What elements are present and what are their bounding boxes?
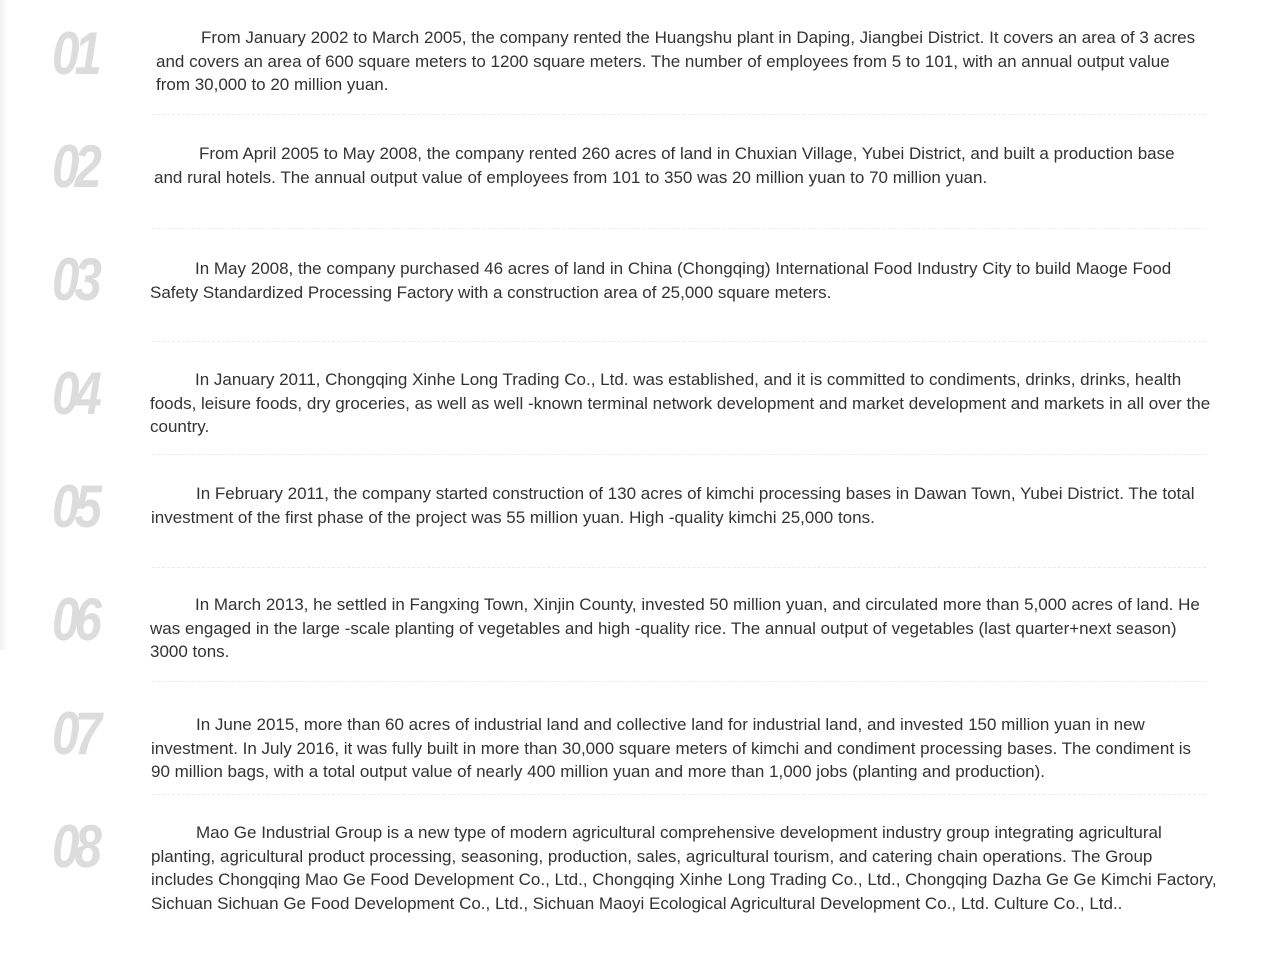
- dashed-divider: [152, 454, 1206, 455]
- milestone-text: Mao Ge Industrial Group is a new type of modern agricultural comprehensive development industry group integrating agricultural planting, agricultural product processing, seasoning, production, sales, agricultural tourism, and catering chain operations. The Group includes Chongqing Mao Ge Food Development Co., Ltd., Chongqing Xinhe Long Trading Co., Ltd., Chongqing Dazha Ge Ge Kimchi Factory, Sichuan Sichuan Ge Food Development Co., Ltd., Sichuan Maoyi Ecological Agricultural Development Co., Ltd. Culture Co., Ltd..: [151, 823, 1217, 913]
- dashed-divider: [152, 681, 1206, 682]
- left-edge-shade: [0, 0, 8, 650]
- milestone-text: From January 2002 to March 2005, the company rented the Huangshu plant in Daping, Jiangbei District. It covers an area of 3 acres and covers an area of 600 square meters to 1200 square meters. The number of employees from 5 to 101, with an annual output value from 30,000 to 20 million yuan.: [156, 28, 1196, 94]
- milestone-number: 07: [52, 700, 97, 767]
- milestone-number: 06: [52, 586, 97, 653]
- milestone-text: In March 2013, he settled in Fangxing Town, Xinjin County, invested 50 million yuan, and circulated more than 5,000 acres of land. He was engaged in the large -scale planting of vegetables and high -quality rice. The annual output of vegetables (last quarter+next season) 3000 tons.: [150, 595, 1200, 661]
- milestone-number: 01: [52, 20, 97, 87]
- dashed-divider: [152, 228, 1206, 229]
- milestone-text: From April 2005 to May 2008, the company rented 260 acres of land in Chuxian Village, Yubei District, and built a production base and rural hotels. The annual output value of employees from 101 to 350 was 20 million yuan to 70 million yuan.: [154, 144, 1175, 187]
- dashed-divider: [152, 114, 1206, 115]
- milestone-number: 04: [52, 360, 97, 427]
- milestone-text: In February 2011, the company started construction of 130 acres of kimchi processing bases in Dawan Town, Yubei District. The total investment of the first phase of the project was 55 million yuan. High -quality kimchi 25,000 tons.: [151, 484, 1195, 527]
- milestone-text: In May 2008, the company purchased 46 acres of land in China (Chongqing) International Food Industry City to build Maoge Food Safety Standardized Processing Factory with a construction area of 25,000 square meters.: [150, 259, 1172, 302]
- dashed-divider: [152, 567, 1206, 568]
- milestone-number: 08: [52, 813, 97, 880]
- dashed-divider: [152, 341, 1206, 342]
- milestone-number: 03: [52, 246, 97, 313]
- milestone-number: 02: [52, 133, 97, 200]
- milestone-text: In June 2015, more than 60 acres of industrial land and collective land for industrial land, and invested 150 million yuan in new investment. In July 2016, it was fully built in more than 30,000 square meters of kimchi and condiment processing bases. The condiment is 90 million bags, with a total output value of nearly 400 million yuan and more than 1,000 jobs (planting and production).: [151, 715, 1192, 781]
- dashed-divider: [152, 794, 1206, 795]
- milestone-text: In January 2011, Chongqing Xinhe Long Trading Co., Ltd. was established, and it is committed to condiments, drinks, drinks, health foods, leisure foods, dry groceries, as well as well -known terminal network development and market development and markets in all over the country.: [150, 370, 1211, 436]
- milestone-number: 05: [52, 473, 97, 540]
